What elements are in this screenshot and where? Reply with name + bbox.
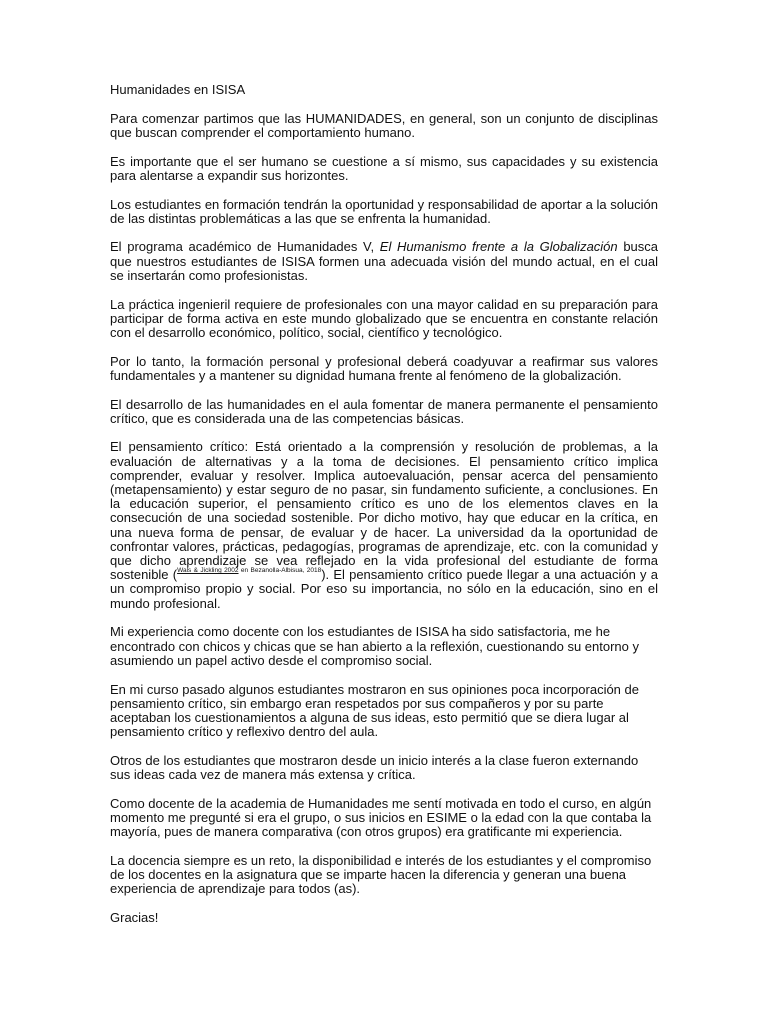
document-body xyxy=(110,83,658,940)
paragraph-critical-thinking-intro: El desarrollo de las humanidades en el aula fomentar de manera permanente el pensamiento crítico, que es considerada una de las competencias básicas. xyxy=(110,396,658,426)
program-text-after: busca que nuestros estudiantes de ISISA formen una adecuada visión del mundo actual, en el cual se insertarán como profesionistas. xyxy=(110,239,659,283)
paragraph-critical-thinking-definition xyxy=(110,440,658,610)
paragraph-teaching-experience: Mi experiencia como docente con los estudiantes de ISISA ha sido satisfactoria, me he encontrado con chicos y chicas que se han abierto a la reflexión, cuestionando su entorno y asumiendo un papel activo desde el compromiso social. xyxy=(110,624,640,668)
paragraph-humanidades-definition: Para comenzar partimos que las HUMANIDADES, en general, son un conjunto de disciplinas que buscan comprender el comportamiento humano. xyxy=(110,110,658,140)
paragraph-teaching-challenge: La docencia siempre es un reto, la disponibilidad e interés de los estudiantes y el compromiso de los docentes en la asignatura que se imparte hacen la diferencia y generan una buena experiencia de aprendizaje para todos (as). xyxy=(110,852,652,897)
paragraph-engineering-practice: La práctica ingenieril requiere de profesionales con una mayor calidad en su preparación para participar de forma activa en este mundo globalizado que se encuentra en constante relación con el desarrollo económico, político, social, científico y tecnológico. xyxy=(110,296,658,340)
critical-thinking-text-after: ). El pensamiento crítico puede llegar a una actuación y a un compromiso propio y social. Por eso su importancia, no sólo en la educación, sino en el mundo profesional. xyxy=(110,567,658,611)
citation-link[interactable]: Wals & Jickling 2002 xyxy=(177,567,239,575)
paragraph-last-course: En mi curso pasado algunos estudiantes mostraron en sus opiniones poca incorporación de pensamiento crítico, sin embargo eran respetados por sus compañeros y por su parte aceptaban los cuestionamientos a alguna de sus ideas, esto permitió que se diera lugar al pensamiento crítico y reflexivo dentro del aula. xyxy=(110,681,639,740)
program-text-before: El programa académico de Humanidades V, xyxy=(110,239,380,255)
paragraph-other-students: Otros de los estudiantes que mostraron desde un inicio interés a la clase fueron externando sus ideas cada vez de manera más extensa y crítica. xyxy=(110,752,639,783)
closing-thanks: Gracias! xyxy=(110,909,159,925)
citation-source: en Bezanolla-Albisua, 2018 xyxy=(238,567,322,575)
program-title-italic: El Humanismo frente a la Globalización xyxy=(379,239,618,255)
paragraph-academic-program xyxy=(110,240,658,283)
document-title: Humanidades en ISISA xyxy=(110,82,246,97)
paragraph-motivation: Como docente de la academia de Humanidades me sentí motivada en todo el curso, en algún momento me pregunté si era el grupo, o sus inicios en ESIME o la edad con la que contaba la mayoría, pues de manera comparativa (con otros grupos) era gratificante mi experiencia. xyxy=(110,795,652,840)
paragraph-students-responsibility: Los estudiantes en formación tendrán la oportunidad y responsabilidad de aportar a la solución de las distintas problemáticas a las que se enfrenta la humanidad. xyxy=(110,196,658,226)
paragraph-self-questioning: Es importante que el ser humano se cuestione a sí mismo, sus capacidades y su existencia para alentarse a expandir sus horizontes. xyxy=(110,153,658,183)
citation xyxy=(177,567,321,574)
critical-thinking-text-before: El pensamiento crítico: Está orientado a la comprensión y resolución de problemas, a la evaluación de alternativas y a la toma de decisiones. El pensamiento crítico implica comprender, evaluar y resolver. Implica autoevaluación, pensar acerca del pensamiento (metapensamiento) y estar seguro de no pasar, sin fundamento suficiente, a conclusiones. En la educación superior, el pensamiento crítico es uno de los elementos claves en la consecución de una sociedad sostenible. Por dicho motivo, hay que educar en la crítica, en una nueva forma de pensar, de evaluar y de hacer. La universidad da la oportunidad de confrontar valores, prácticas, pedagogías, programas de aprendizaje, etc. con la comunidad y que dicho aprendizaje se vea reflejado en la vida profesional del estudiante de forma sostenible ( xyxy=(110,439,658,583)
paragraph-personal-formation: Por lo tanto, la formación personal y profesional deberá coadyuvar a reafirmar sus valores fundamentales y a mantener su dignidad humana frente al fenómeno de la globalización. xyxy=(110,353,658,383)
